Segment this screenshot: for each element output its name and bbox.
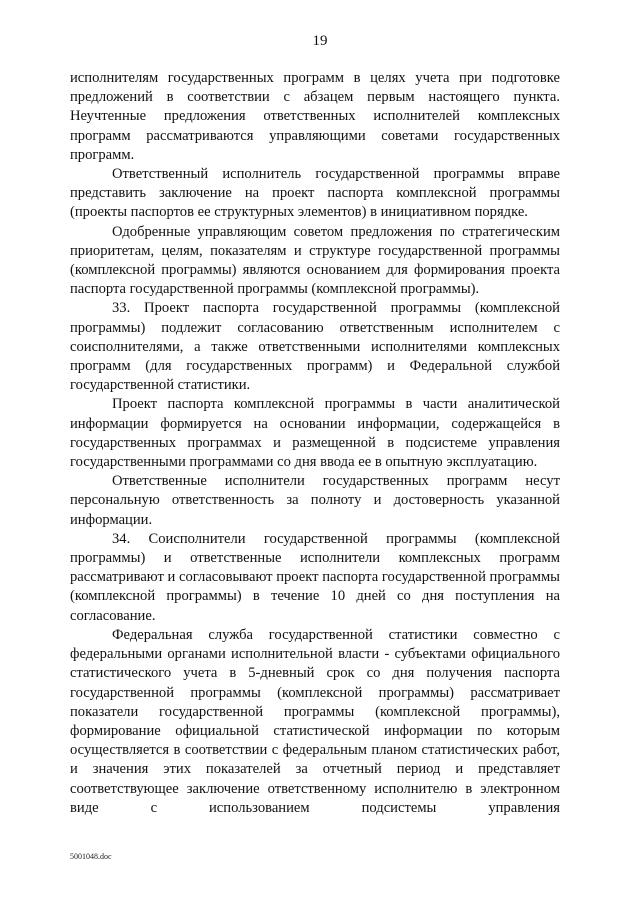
paragraph-item-33: 33. Проект паспорта государственной программы (комплексной программы) подлежит согласованию ответственным исполнителем с соисполнителями, а также ответственными исполнителями комплексных программ (для государственных программ) и Федеральной службой государственной статистики. [70,300,560,394]
paragraph-conclusion-right: Ответственный исполнитель государственной программы вправе представить заключение на проект паспорта комплексной программы (проекты паспортов ее структурных элементов) в инициативном порядке. [70,166,560,221]
paragraph-analytical-info: Проект паспорта комплексной программы в части аналитической информации формируется на основании информации, содержащейся в государственных программах и размещенной в подсистеме управления государственными программами со дня ввода ее в опытную эксплуатацию. [70,396,560,471]
paragraph-responsibility: Ответственные исполнители государственных программ несут персональную ответственность за полноту и достоверность указанной информации. [70,473,560,528]
footer-document-code: 5001048.doc [70,852,112,861]
paragraph-continuation: исполнителям государственных программ в целях учета при подготовке предложений в соответствии с абзацем первым настоящего пункта. Неучтенные предложения ответственных исполнителей комплексных программ рассматриваются управляющими советами государственных программ. [70,70,560,163]
paragraph-rosstat: Федеральная служба государственной статистики совместно с федеральными органами исполнительной власти - субъектами официального статистического учета в 5-дневный срок со дня получения паспорта государственной программы (комплексной программы) рассматривает показатели государственной программы (комплексной программы), формирование официальной статистической информации по которым осуществляется в соответствии с федеральным планом статистических работ, и значения этих показателей за отчетный период и представляет соответствующее заключение ответственному исполнителю в электронном виде с использованием подсистемы управления [70,626,560,816]
document-body [70,69,560,818]
page-number: 19 [312,33,328,49]
paragraph-approved-proposals: Одобренные управляющим советом предложения по стратегическим приоритетам, целям, показателям и структуре государственной программы (комплексной программы) являются основанием для формирования проекта паспорта государственной программы (комплексной программы). [70,223,560,298]
paragraph-item-34: 34. Соисполнители государственной программы (комплексной программы) и ответственные исполнители комплексных программ рассматривают и согласовывают проект паспорта государственной программы (комплексной программы) в течение 10 дней со дня поступления на согласование. [70,530,560,624]
